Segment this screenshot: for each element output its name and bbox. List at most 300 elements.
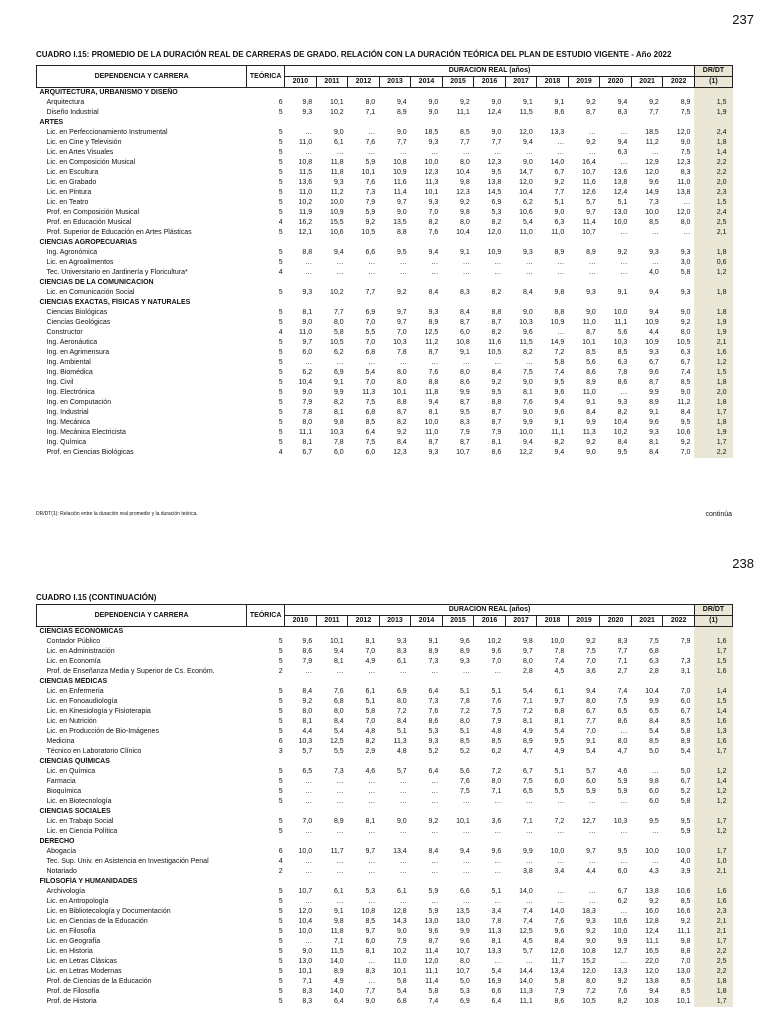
year-value: … [494,668,502,675]
year-value: … [557,149,565,156]
year-value: 8,6 [491,449,502,456]
year-value: 8,1 [649,439,659,446]
year-value: 13,8 [645,978,659,985]
year-value: … [368,858,376,865]
continued-label: continúa [705,511,732,518]
year-value: 8,0 [680,329,691,336]
year-value: 9,3 [649,349,659,356]
year-value: 8,5 [365,918,376,925]
year-value: 5,7 [523,948,533,955]
year-value: 9,7 [586,848,596,855]
year-value: 3,6 [586,668,596,675]
header-duracion-real: DURACIÓN REAL (años) [285,605,695,616]
year-value: 9,3 [302,289,313,296]
year-value: 7,7 [396,139,407,146]
drdt-value: 1,8 [694,987,732,997]
theoretical-duration: 5 [278,648,283,655]
year-value: 14,0 [519,978,533,985]
career-name: Lic. en Química [46,768,96,775]
year-value: … [305,269,313,276]
year-value: 8,0 [460,369,470,376]
theoretical-duration: 5 [278,998,283,1005]
table-row [37,697,733,707]
career-name: Lic. en Letras Modernas [46,968,122,975]
year-value: 8,4 [396,439,407,446]
drdt-value: 1,6 [694,737,732,747]
year-value: 9,2 [617,978,628,985]
year-value: 5,1 [460,728,470,735]
year-value: 7,9 [460,429,470,436]
header-year: 2016 [474,616,506,627]
year-value: … [462,259,470,266]
year-value: 8,7 [428,938,439,945]
header-year: 2018 [537,616,569,627]
year-value: 10,2 [330,109,344,116]
year-value: 7,7 [365,289,376,296]
career-name: Prof. en Ciencias Biológicas [46,449,134,456]
career-name: Lic. en Letras Clásicas [46,958,117,965]
year-value: 5,2 [680,788,691,795]
year-value: 5,9 [617,778,628,785]
year-value: 7,6 [491,698,502,705]
year-value: 12,3 [456,189,470,196]
year-value: 13,3 [487,948,502,955]
year-value: 9,6 [649,419,659,426]
year-value: … [368,129,376,136]
drdt-value: 1,2 [694,787,732,797]
career-name: Lic. en Composición Musical [46,159,136,166]
year-value: 8,4 [491,369,502,376]
year-value: 9,1 [333,379,344,386]
year-value: 10,1 [424,189,439,196]
year-value: … [651,149,659,156]
year-value: 9,4 [554,399,565,406]
table-row [37,418,733,428]
table-row [37,817,733,827]
year-value: … [368,259,376,266]
year-value: 10,7 [582,169,596,176]
year-value: 8,9 [680,99,691,106]
year-value: 5,0 [649,748,659,755]
career-name: Lic. en Filosofía [46,928,96,935]
year-value: 7,0 [680,688,691,695]
header-year: 2014 [411,616,443,627]
drdt-value: 1,2 [694,358,732,368]
year-value: 9,2 [680,439,691,446]
year-value: 8,1 [523,389,533,396]
year-value: 7,1 [333,938,344,945]
year-value: … [431,668,439,675]
year-value: 9,1 [460,349,470,356]
year-value: … [557,828,565,835]
year-value: 12,0 [424,958,439,965]
year-value: 9,2 [586,928,596,935]
table-row [37,777,733,787]
year-value: 8,9 [333,818,344,825]
header-year: 2022 [663,77,695,88]
year-value: 11,5 [330,948,344,955]
drdt-value: 2,1 [694,867,732,877]
year-value: 9,6 [302,638,313,645]
theoretical-duration: 5 [278,429,283,436]
year-value: 9,4 [649,309,659,316]
header-drdt: DR/DT [694,605,732,616]
year-value: … [399,788,407,795]
table-row [37,408,733,418]
year-value: 8,0 [586,978,596,985]
year-value: … [336,668,344,675]
year-value: … [620,958,628,965]
year-value: 7,8 [333,439,344,446]
year-value: … [494,898,502,905]
year-value: 8,1 [523,718,533,725]
year-value: 11,6 [488,339,502,346]
year-value: 4,9 [554,748,565,755]
header-year: 2012 [348,616,380,627]
year-value: 7,8 [396,349,407,356]
year-value: 7,5 [523,778,533,785]
year-value: … [336,788,344,795]
year-value: 8,8 [680,948,691,955]
year-value: 12,3 [393,449,407,456]
year-value: … [651,229,659,236]
year-value: 8,9 [428,319,439,326]
year-value: 8,6 [460,379,470,386]
table-row [37,647,733,657]
year-value: 10,5 [330,339,344,346]
section-row [37,807,733,817]
year-value: 7,8 [491,918,502,925]
year-value: … [557,898,565,905]
theoretical-duration: 5 [278,439,283,446]
year-value: 8,1 [302,718,313,725]
year-value: 8,0 [333,708,344,715]
year-value: 8,0 [302,708,313,715]
year-value: 11,5 [519,339,533,346]
table-row [37,368,733,378]
drdt-value: 1,7 [694,817,732,827]
year-value: 8,7 [491,419,502,426]
career-name: Lic. en Pintura [46,189,92,196]
year-value: 12,0 [645,968,659,975]
year-value: 7,6 [617,988,628,995]
year-value: 7,7 [333,309,344,316]
year-value: … [336,868,344,875]
year-value: 6,0 [554,778,565,785]
year-value: 6,9 [365,309,376,316]
year-value: 9,2 [586,99,596,106]
year-value: 10,8 [645,998,659,1005]
year-value: 8,7 [396,409,407,416]
year-value: … [399,359,407,366]
year-value: 7,4 [428,998,439,1005]
theoretical-duration: 5 [278,249,283,256]
year-value: 9,4 [428,399,439,406]
year-value: 9,3 [649,249,659,256]
year-value: 5,9 [428,908,439,915]
drdt-value: 1,8 [694,138,732,148]
year-value: 7,9 [680,638,691,645]
drdt-value: 1,9 [694,428,732,438]
career-name: Lic. en Artes Visuales [46,149,114,156]
drdt-cell [694,877,732,887]
theoretical-duration: 6 [278,99,283,106]
drdt-value: 1,8 [694,378,732,388]
year-value: … [336,149,344,156]
table-row [37,208,733,218]
section-heading: FILOSOFÍA Y HUMANIDADES [39,878,138,885]
year-value: 2,7 [617,668,628,675]
year-value: 4,8 [491,728,502,735]
year-value: 9,0 [680,309,691,316]
year-value: 7,7 [617,648,628,655]
header-year: 2020 [600,616,632,627]
year-value: 8,5 [586,349,596,356]
year-value: 9,0 [523,309,533,316]
year-value: 6,7 [617,888,628,895]
year-value: 9,4 [554,449,565,456]
year-value: … [399,259,407,266]
year-value: 8,3 [617,638,628,645]
year-value: 7,4 [617,688,628,695]
drdt-value: 1,8 [694,977,732,987]
year-value: 11,1 [456,109,470,116]
year-value: 11,4 [582,219,596,226]
header-year: 2013 [379,616,411,627]
year-value: 9,2 [586,638,596,645]
career-name: Ing. Electrónica [46,389,95,396]
year-value: 7,8 [302,409,313,416]
year-value: 9,8 [680,938,691,945]
year-value: … [399,668,407,675]
year-value: 11,6 [393,179,407,186]
year-value: 9,4 [586,688,596,695]
year-value: 8,2 [491,289,502,296]
theoretical-duration: 2 [278,668,283,675]
year-value: 6,0 [680,698,691,705]
year-value: 7,5 [365,439,376,446]
theoretical-duration: 5 [278,419,283,426]
year-value: 7,0 [586,728,596,735]
table-row [37,887,733,897]
year-value: 13,0 [613,209,628,216]
drdt-value: 1,8 [694,398,732,408]
section-heading: CIENCIAS MÉDICAS [39,678,108,685]
year-value: 9,7 [586,209,596,216]
theoretical-duration: 5 [278,389,283,396]
year-value: 5,8 [428,988,439,995]
year-value: 9,2 [491,379,502,386]
year-value: 8,2 [333,399,344,406]
drdt-value: 2,2 [694,158,732,168]
year-value: 6,3 [617,149,628,156]
year-value: 7,9 [491,718,502,725]
drdt-value: 1,4 [694,687,732,697]
year-value: 10,6 [613,918,628,925]
year-value: 9,8 [460,179,470,186]
year-value: 10,0 [550,848,565,855]
year-value: 10,1 [393,389,407,396]
year-value: 8,2 [428,219,439,226]
career-name: Ciencias Biológicas [46,309,108,316]
year-value: … [399,858,407,865]
year-value: 9,9 [617,938,628,945]
table-row [37,178,733,188]
year-value: 10,3 [519,319,533,326]
year-value: 9,3 [302,109,313,116]
year-value: 7,0 [302,818,313,825]
year-value: 9,7 [396,309,407,316]
year-value: 4,4 [302,728,313,735]
year-value: 9,8 [460,209,470,216]
year-value: 7,9 [491,429,502,436]
section-row [37,877,733,887]
year-value: … [431,778,439,785]
table-row [37,168,733,178]
year-value: 12,7 [613,948,628,955]
theoretical-duration: 5 [278,968,283,975]
year-value: 5,3 [460,988,470,995]
year-value: … [305,149,313,156]
year-value: 8,1 [365,948,376,955]
year-value: 3,4 [491,908,502,915]
drdt-cell [694,757,732,767]
header-year: 2012 [348,77,380,88]
year-value: 6,1 [333,139,344,146]
year-value: 9,0 [523,159,533,166]
theoretical-duration: 5 [278,978,283,985]
year-value: 8,1 [333,409,344,416]
year-value: 12,0 [645,169,659,176]
year-value: … [336,798,344,805]
year-value: 10,0 [613,309,628,316]
section-heading: DERECHO [39,838,75,845]
year-value: 8,0 [396,379,407,386]
header-year: 2020 [600,77,632,88]
year-value: … [368,958,376,965]
year-value: … [305,938,313,945]
year-value: 6,2 [617,898,628,905]
career-name: Ing. Industrial [46,409,89,416]
year-value: 9,6 [649,179,659,186]
drdt-value: 1,2 [694,767,732,777]
theoretical-duration: 6 [278,848,283,855]
year-value: 11,4 [393,189,407,196]
year-value: 10,6 [330,229,344,236]
year-value: 8,8 [491,399,502,406]
year-value: … [525,259,533,266]
year-value: 10,9 [550,319,565,326]
year-value: 9,6 [554,928,565,935]
drdt-value: 1,9 [694,108,732,118]
year-value: … [399,898,407,905]
year-value: 10,2 [487,638,502,645]
year-value: 10,4 [613,419,628,426]
table-row [37,348,733,358]
year-value: … [557,858,565,865]
year-value: 9,7 [396,199,407,206]
year-value: 13,0 [298,958,313,965]
career-name: Medicina [46,738,75,745]
drdt-value: 1,3 [694,727,732,737]
header-year: 2022 [663,616,695,627]
table-row [37,308,733,318]
table-row [37,258,733,268]
year-value: 8,0 [396,698,407,705]
year-value: 11,5 [299,169,313,176]
year-value: 7,4 [554,369,565,376]
year-value: 6,3 [680,349,691,356]
year-value: 6,4 [428,768,439,775]
year-value: 4,8 [396,748,407,755]
year-value: … [431,898,439,905]
table-row [37,957,733,967]
year-value: 7,9 [302,399,313,406]
year-value: … [557,139,565,146]
year-value: 11,0 [582,389,596,396]
career-name: Lic. en Kinesiología y Fisioterapia [46,708,151,715]
year-value: 9,5 [554,738,565,745]
career-name: Lic. en Ciencia Política [46,828,118,835]
career-name: Arquitectura [46,99,85,106]
year-value: … [305,828,313,835]
year-value: 6,8 [396,998,407,1005]
year-value: 6,3 [649,658,659,665]
year-value: 11,3 [393,738,407,745]
year-value: … [305,129,313,136]
year-value: … [431,828,439,835]
year-value: 3,0 [680,259,691,266]
header-year: 2011 [316,77,348,88]
year-value: 10,7 [582,229,596,236]
year-value: 6,8 [333,698,344,705]
year-value: 9,6 [554,409,565,416]
year-value: … [588,269,596,276]
year-value: 9,4 [523,139,533,146]
year-value: 9,3 [396,638,407,645]
year-value: 8,9 [586,249,596,256]
year-value: 2,9 [365,748,376,755]
year-value: 9,2 [680,918,691,925]
year-value: 9,3 [523,249,533,256]
drdt-value: 2,2 [694,947,732,957]
year-value: 8,5 [680,379,691,386]
year-value: 5,8 [554,359,565,366]
year-value: 8,8 [302,249,313,256]
table-row [37,867,733,877]
table-row [37,787,733,797]
year-value: 9,5 [680,419,691,426]
year-value: 13,3 [550,129,565,136]
year-value: … [399,798,407,805]
theoretical-duration: 5 [278,658,283,665]
year-value: … [368,668,376,675]
year-value: … [462,359,470,366]
year-value: 11,3 [425,179,439,186]
year-value: 7,5 [586,648,596,655]
year-value: 9,4 [617,139,628,146]
year-value: 8,4 [302,688,313,695]
year-value: 7,2 [554,349,565,356]
year-value: 8,0 [460,718,470,725]
year-value: 13,8 [613,179,628,186]
year-value: 9,0 [554,209,565,216]
theoretical-duration: 5 [278,638,283,645]
year-value: 9,1 [428,638,439,645]
year-value: 6,7 [586,708,596,715]
theoretical-duration: 5 [278,788,283,795]
year-value: 8,1 [491,938,502,945]
